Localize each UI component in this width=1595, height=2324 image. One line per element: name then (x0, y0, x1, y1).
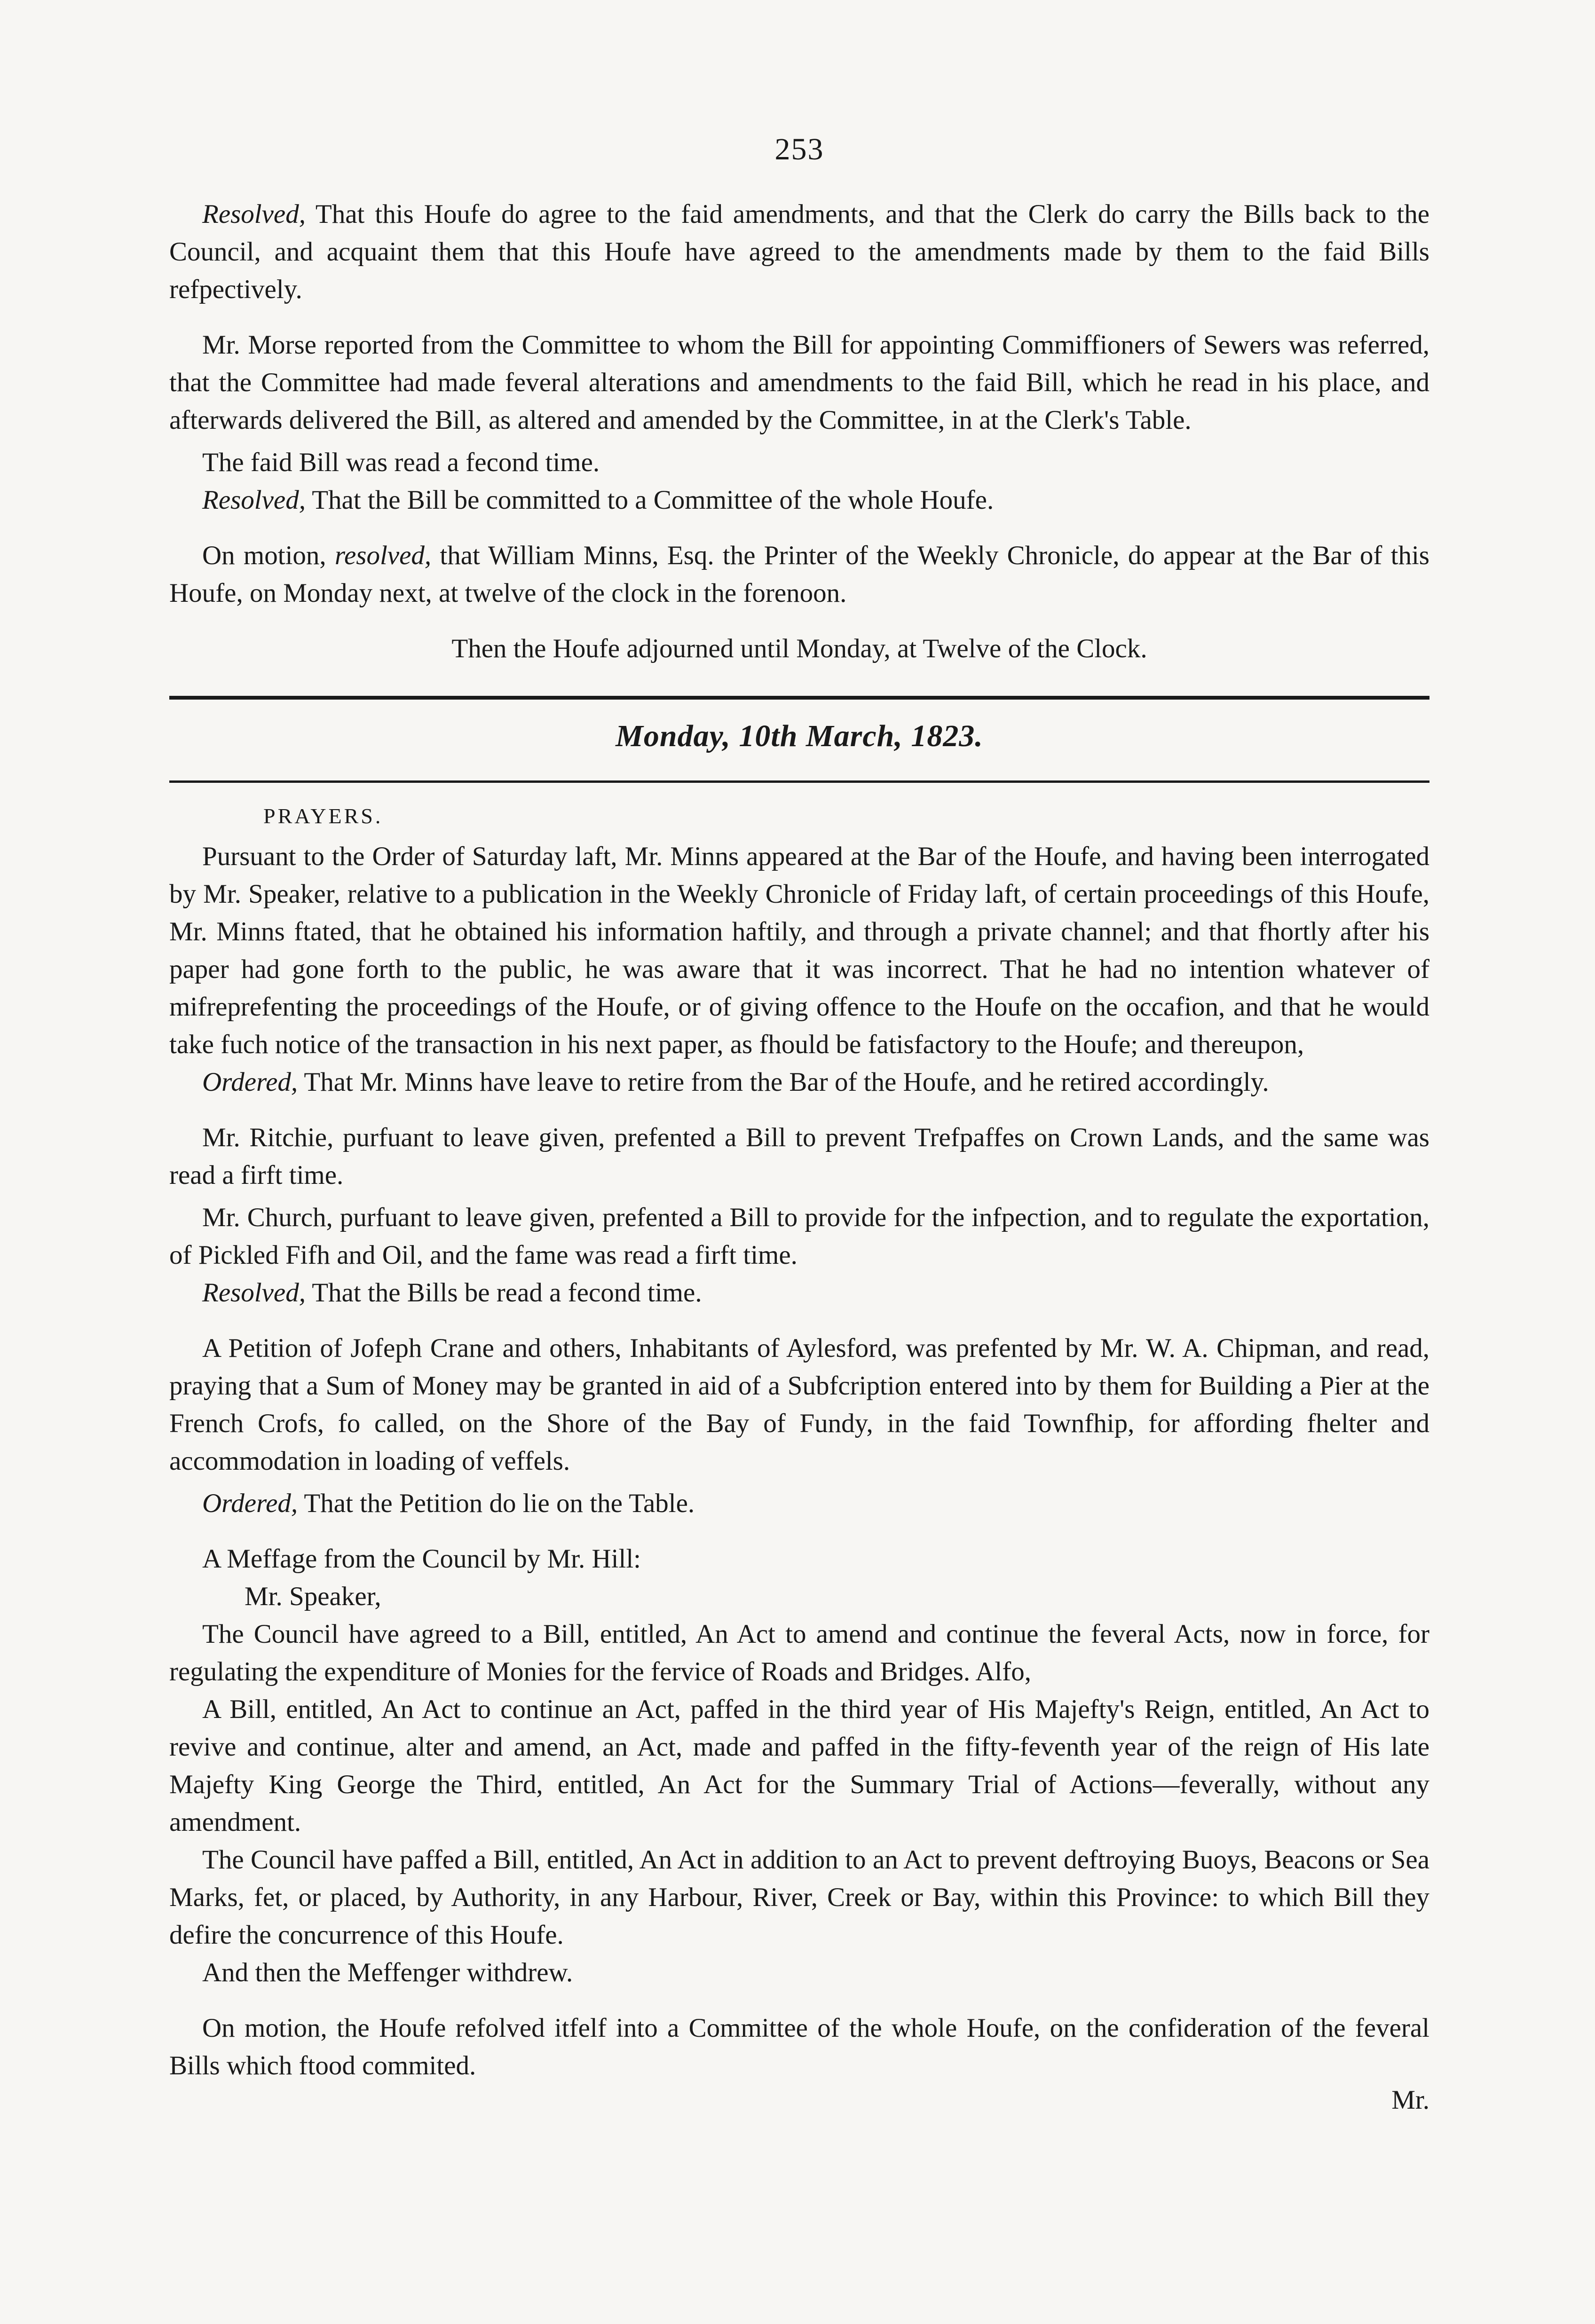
catchword-row (169, 2085, 1429, 2122)
paragraph-ordered-retire (169, 1064, 1429, 1101)
paragraph-ritchie-bill: Mr. Ritchie, purfuant to leave given, prefented a Bill to prevent Trefpaffes on Crown Lands, and the same was read a firft time. (169, 1123, 1429, 1190)
paragraph-text: That the Petition do lie on the Table. (298, 1489, 695, 1518)
paragraph-council-agreed: The Council have agreed to a Bill, entitled, An Act to amend and continue the feveral Acts, now in force, for regulating the expenditure of Monies for the fervice of Roads and Bridges. Alfo, (169, 1619, 1429, 1686)
paragraph-resolved-committee (169, 481, 1429, 519)
resolved-lead: resolved, (334, 541, 432, 570)
date-heading: Monday, 10th March, 1823. (616, 719, 983, 753)
paragraph-text: That this Houfe do agree to the faid amendments, and that the Clerk do carry the Bills back to the Council, and acquaint them that this Houfe have agreed to the amendments made by them to the faid Bills refpectively. (169, 199, 1429, 304)
paragraph-text: That Mr. Minns have leave to retire from the Bar of the Houfe, and he retired accordingly. (298, 1067, 1269, 1097)
page-number: 253 (774, 132, 824, 166)
ordered-lead: Ordered, (202, 1067, 298, 1097)
section-divider-bottom (169, 780, 1429, 783)
resolved-lead: Resolved, (202, 1278, 306, 1308)
prayers-heading: PRAYERS. (263, 804, 383, 828)
paragraph-prefix: On motion, (202, 541, 335, 570)
paragraph-mr-speaker: Mr. Speaker, (245, 1582, 381, 1611)
paragraph-text: That the Bill be committed to a Committee of the whole Houfe. (305, 485, 994, 515)
resolved-lead: Resolved, (202, 199, 306, 229)
document-page (169, 132, 1429, 2122)
paragraph-text: that William Minns, Esq. the Printer of the Weekly Chronicle, do appear at the Bar of this Houfe, on Monday next, at twelve of the clock in the forenoon. (169, 541, 1429, 608)
paragraph-church-bill: Mr. Church, purfuant to leave given, prefented a Bill to provide for the infpection, and to regulate the exportation, of Pickled Fifh and Oil, and the fame was read a firft time. (169, 1203, 1429, 1270)
catchword: Mr. (1391, 2085, 1429, 2115)
paragraph-committee-motion: On motion, the Houfe refolved itfelf into a Committee of the whole Houfe, on the confideration of the feveral Bills which ftood commited. (169, 2013, 1429, 2080)
paragraph-minns-motion (169, 537, 1429, 612)
paragraph-text: That the Bills be read a fecond time. (305, 1278, 702, 1308)
paragraph-messenger-withdrew: And then the Meffenger withdrew. (202, 1958, 573, 1987)
section-divider-top (169, 696, 1429, 700)
ordered-lead: Ordered, (202, 1489, 298, 1518)
paragraph-bill-continue: A Bill, entitled, An Act to continue an Act, paffed in the third year of His Majefty's Reign, entitled, An Act to revive and continue, alter and amend, an Act, made and paffed in the fifty-feventh year of the reign of His late Majefty King George the Third, entitled, An Act for the Summary Trial of Actions—feverally, without any amendment. (169, 1694, 1429, 1837)
paragraph-minns-appeared: Pursuant to the Order of Saturday laft, Mr. Minns appeared at the Bar of the Houfe, and having been interrogated by Mr. Speaker, relative to a publication in the Weekly Chronicle of Friday laft, of certain proceedings of this Houfe, Mr. Minns ftated, that he obtained his information haftily, and through a private channel; and that fhortly after his paper had gone forth to the public, he was aware that it was incorrect. That he had no intention whatever of mifreprefenting the proceedings of the Houfe, or of giving offence to the Houfe on the occafion, and that he would take fuch notice of the transaction in his next paper, as fhould be fatisfactory to the Houfe; and thereupon, (169, 842, 1429, 1059)
paragraph-council-message: A Meffage from the Council by Mr. Hill: (202, 1544, 641, 1574)
paragraph-resolved-agree (169, 196, 1429, 308)
paragraph-crane-petition: A Petition of Jofeph Crane and others, Inhabitants of Aylesford, was prefented by Mr. W. A. Chipman, and read, praying that a Sum of Money may be granted in aid of a Subfcription entered into by them for Building a Pier at the French Crofs, fo called, on the Shore of the Bay of Fundy, in the faid Townfhip, for affording fhelter and accommodation in loading of veffels. (169, 1333, 1429, 1476)
paragraph-ordered-table (169, 1485, 1429, 1522)
paragraph-second-reading: The faid Bill was read a fecond time. (202, 448, 600, 477)
resolved-lead: Resolved, (202, 485, 306, 515)
paragraph-resolved-second (169, 1274, 1429, 1312)
paragraph-sewers-report: Mr. Morse reported from the Committee to whom the Bill for appointing Commiffioners of Sewers was referred, that the Committee had made feveral alterations and amendments to the faid Bill, which he read in his place, and afterwards delivered the Bill, as altered and amended by the Committee, in at the Clerk's Table. (169, 330, 1429, 435)
paragraph-adjourned: Then the Houfe adjourned until Monday, at Twelve of the Clock. (451, 634, 1147, 663)
paragraph-council-passed: The Council have paffed a Bill, entitled, An Act in addition to an Act to prevent deftroying Buoys, Beacons or Sea Marks, fet, or placed, by Authority, in any Harbour, River, Creek or Bay, within this Province: to which Bill they defire the concurrence of this Houfe. (169, 1845, 1429, 1950)
